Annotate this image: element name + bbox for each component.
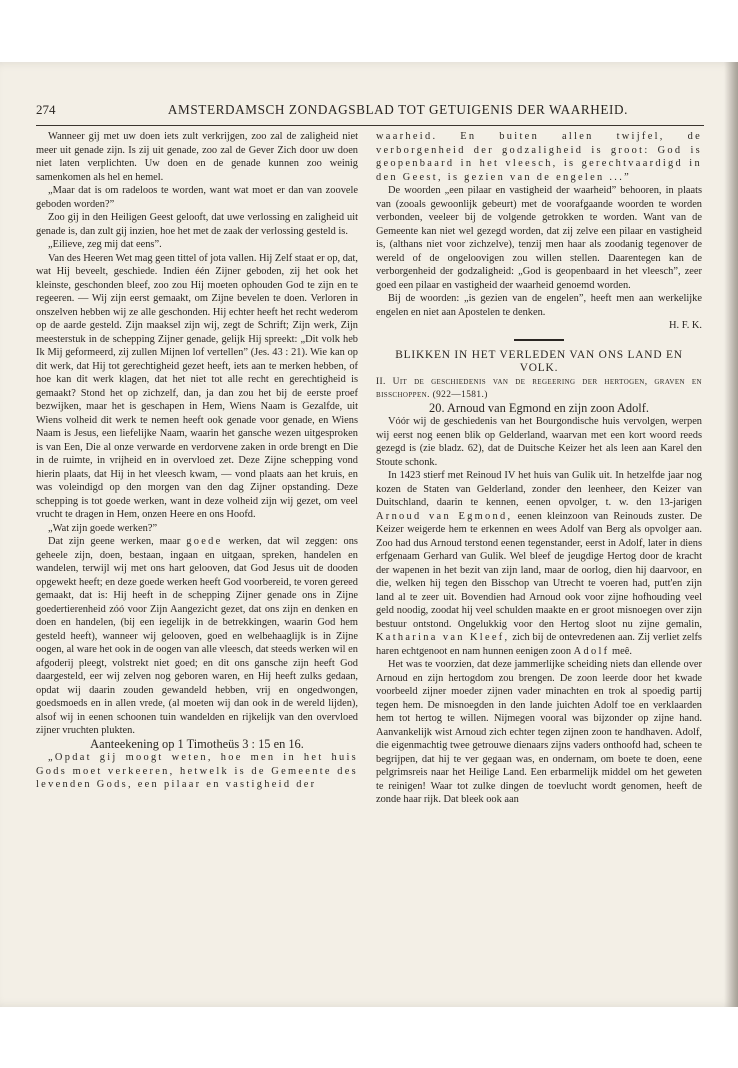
- running-header: [36, 102, 700, 124]
- spaced-name: Arnoud van Egmond,: [376, 510, 513, 522]
- paragraph: Wanneer gij met uw doen iets zult verkrijgen, zoo zal de zaligheid niet meer uit genade zijn. Is zij uit genade, zoo zal de Gever Zich door uw doen niet laten verplichten. Uw doen en de genade kunnen zoo weinig samenkomen als hel en hemel.: [36, 131, 358, 183]
- paragraph: Bij de woorden: „is gezien van de engelen”, heeft men aan werkelijke engelen en niet aan Apostelen te denken.: [376, 293, 702, 318]
- paragraph: Dat zijn geene werken, maar goede werken, dat wil zeggen: ons geheele zijn, doen, bestaan, ingaan en uitgaan, spreken, handelen en wandelen, terwijl wij met ons hart gelooven, dat God Jesus uit de dooden opgewekt heeft; en deze goede werken heeft God voorbereid, te voren gereed gemaakt, dat is: Hij heeft in de schepping Zijner genade ons in Zijne goedertierenheid zóó voor Zijn Aangezicht gezet, dat ons zijn en denken en doen en handelen, (bij een iegelijk in de betrekkingen, waarin God hem gesteld heeft), wanneer wij gelooven, goed en welbehaaglijk is in Zijne oogen, al ware het ook in de oogen van alle vleesch, dat steeds werken wil en afgoderij pleegt, volstrekt niet goed; en dit ons gansche zijn heeft God daargesteld, eer wij zelven nog geboren waren, en Hij heeft zulks gedaan, opdat wij daarin zouden gewandeld hebben, vrij en ongedwongen, goedsmoeds en in allen vrede, (al moeten wij dan ook in de wereld lijden), alsof wij in eenen schoonen tuin wandelden en rijkelijk van den overvloed zijner vruchten plukten.: [36, 536, 358, 736]
- divider: [514, 339, 564, 341]
- section-subtitle: II. Uit de geschiedenis van de regeering der hertogen, graven en bisschoppen. (922—1581.): [376, 376, 702, 400]
- page-edge-shadow: [724, 62, 738, 1007]
- right-column: [376, 130, 702, 807]
- newspaper-page: [0, 62, 738, 1007]
- paragraph: Het was te voorzien, dat deze jammerlijke scheiding niets dan ellende over Arnoud en zijn hertogdom zou brengen. De zoon leerde door het kwade voorbeeld zijner moeder zijnen vader minachten en trok al spoedig partij tegen hem. De misnoegden in den lande juichten Adolf toe en verklaarden hem tot hertog te willen. Nijmegen vooral was bijzonder op zijne hand. Aanvankelijk wist Arnoud zich echter tegen zijnen zoon te handhaven. Adolf, die eigenmachtig twee getrouwe dienaars zijns vaders onthoofd had, scheen te begrijpen, dat hij te ver gegaan was, en ondernam, om boete te doen, eene pelgrimsreis naar het Heilige Land. Een erbarmelijk middel om het geweten te reinigen! Waar tot zulke dingen de toevlucht wordt genomen, heeft de zonde haar rijk. Dat bleek ook aan: [376, 659, 702, 805]
- section-heading: Aanteekening op 1 Timotheüs 3 : 15 en 16.: [90, 736, 304, 751]
- paragraph: Vóór wij de geschiedenis van het Bourgondische huis vervolgen, werpen wij eerst nog eenen blik op Gelderland, waarvan met een kort woord reeds gezegd is (zie bladz. 62), dat de Duitsche Keizer het als leen aan Karel den Stoute schonk.: [376, 416, 702, 468]
- section-title: BLIKKEN IN HET VERLEDEN VAN ONS LAND EN VOLK.: [395, 348, 683, 374]
- paragraph: De woorden „een pilaar en vastigheid der waarheid” behooren, in plaats van (zooals gewoonlijk gebeurt) met de voorafgaande woorden te worden verbonden, veeleer bij de volgende getrokken te worden. Want van de Gemeente kan niet wel gezegd worden, dat zij zelve een pilaar en vastigheid is, (althans niet voor zichzelve), tenzij men haar als zoodanig tegenover de wereld of de ongeloovigen zou willen stellen. Daarentegen kan de verborgenheid der godzaligheid: „God is geopenbaard in het vleesch”, zeer goed een pilaar en vastigheid der waarheid genoemd worden.: [376, 185, 702, 291]
- paragraph: Van des Heeren Wet mag geen tittel of jota vallen. Hij Zelf staat er op, dat, wat Hij beveelt, geschiede. Indien één Zijner geboden, zij het ook het kleinste, geschonden bleef, zoo zou Hij moeten ophouden God te zijn en te regeeren. — Wij zijn eerst gemaakt, om Zijne bevelen te doen. Verloren in onszelven hebben wij ze alle geschonden. Hij echter heeft het recht wederom op de aarde gesteld. Zijn maaksel zijn wij, zegt de Schrift; Zijn werk, Zijn meesterstuk in de schepping Zijner genade, gelijk Hij spreekt: „Dit volk heb Ik Mij geformeerd, zij zullen Mijnen lof vertellen” (Jes. 43 : 21). Wie kan op dit werk, dat Hij tot gerechtigheid gezet heeft, iets aan te merken hebben, of hoe kan dit werk klagen, dat het niet tot alle recht en gerechtigheid is gemaakt? Stond het op zichzelf, dan, ja dan zou het bij de eerste proef bezwijken, maar het is geschapen in Hem, Wiens Naam is Gezalfde, uit Wiens volheid dit werk te nemen heeft ook genade voor genade, en Wiens Naam is Jesus, een liefelijke Naam, waarin het gansche wezen uitgesproken is van Een, Die al onze verwarde en verdorvene zaken in orde brengt en Die in de ruimte, in vrijheid en in overvloed zet. Deze Zijne schepping vond hierin plaats, dat Hij in het vleesch kwam, — vond plaats aan het kruis, en was voleindigd op den morgen van den dag Zijner opstanding. Deze schepping is tot goede werken, want in deze volheid zijn wij gezet, om veel vrucht te dragen in Hem, onzen Heere en ons Hoofd.: [36, 252, 359, 520]
- paragraph: „Eilieve, zeg mij dat eens”.: [48, 239, 162, 250]
- spaced-emphasis: goede: [186, 536, 223, 547]
- publication-title: AMSTERDAMSCH ZONDAGSBLAD TOT GETUIGENIS DER WAARHEID.: [167, 102, 629, 117]
- header-rule: [36, 125, 704, 126]
- page-number: 274: [36, 102, 56, 117]
- spaced-name: Adolf: [573, 645, 610, 657]
- author-signature: H. F. K.: [669, 320, 702, 331]
- spaced-name: Katharina van Kleef,: [376, 632, 510, 643]
- scripture-quote-continued: waarheid. En buiten allen twijfel, de verborgenheid der godzaligheid is groot: God is geopenbaard in het vleesch, is gerechtvaardigd in den Geest, is gezien van de engelen ...”: [376, 131, 702, 183]
- scripture-quote: „Opdat gij moogt weten, hoe men in het huis Gods moet verkeeren, hetwelk is de Gemeente des levenden Gods, een pilaar en vastigheid der: [36, 752, 358, 790]
- left-column: [36, 130, 358, 792]
- paragraph: „Wat zijn goede werken?”: [48, 522, 158, 534]
- chapter-heading: 20. Arnoud van Egmond en zijn zoon Adolf.: [429, 400, 649, 415]
- paragraph: „Maar dat is om radeloos te worden, want wat moet er dan van zoovele geboden worden?”: [36, 185, 358, 210]
- paragraph: Zoo gij in den Heiligen Geest gelooft, dat uwe verlossing en zaligheid uit genade is, dan zult gij inzien, hoe het met de zaak der verlossing gesteld is.: [36, 212, 358, 237]
- paragraph: In 1423 stierf met Reinoud IV het huis van Gulik uit. In hetzelfde jaar nog kozen de Staten van Gelderland, zonder den leenheer, den Keizer van Duitschland, daarin te kennen, eenen opvolger, t. w. den 13-jarigen Arnoud van Egmond, eenen kleinzoon van Reinouds zuster. De Keizer weigerde hem te erkennen en wees Adolf van Berg als opvolger aan. Zoo had dus Arnoud terstond eenen tegenstander, eerst in Adolf, later in diens erfgenaam Gerhard van Gulik. Wel bleef de jeugdige Hertog door de kracht der wapenen in het bezit van zijn land, maar de oorlog, dien hij daarvoor, en die, welken hij tegen den Bisschop van Utrecht te voeren had, putt'en zijn land al te zeer uit. Bovendien had Arnoud ook voor zijne hofhouding veel geld noodig, zoodat hij veel schulden maakte en er groot misnoegen over zijn bestuur ontstond. Ongelukkig voor den Hertog sloot nu zijne gemalin, Katharina van Kleef, zich bij de ontevredenen aan. Zij verliet zelfs haren echtgenoot en nam hunnen eenigen zoon Adolf meê.: [376, 470, 702, 657]
